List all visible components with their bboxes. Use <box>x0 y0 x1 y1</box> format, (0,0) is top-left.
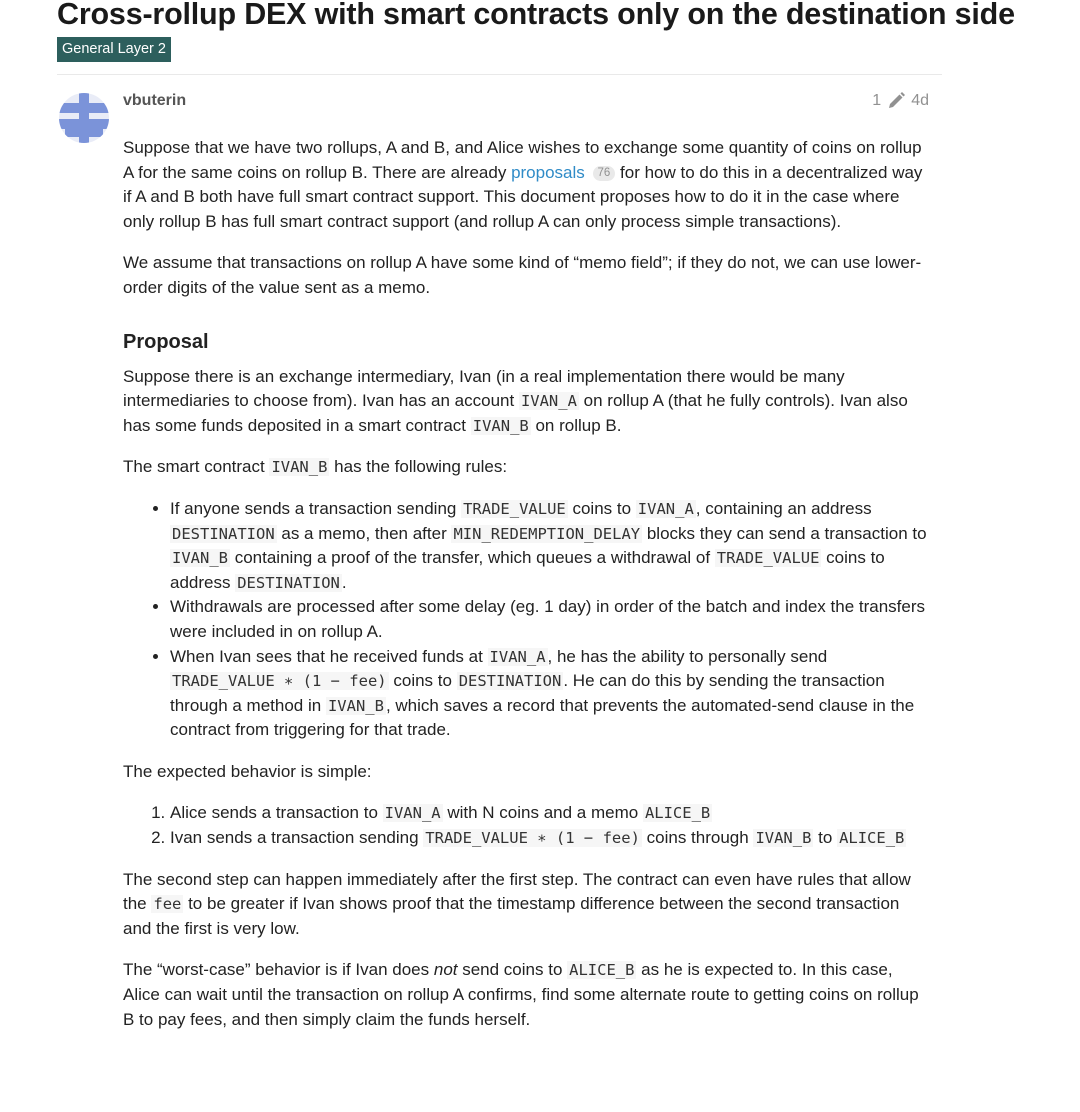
avatar-icon <box>59 93 109 143</box>
post-age[interactable]: 4d <box>911 92 929 109</box>
pencil-icon[interactable] <box>887 92 905 110</box>
post-body <box>123 136 931 1049</box>
list-item: • Withdrawals are processed after some delay (eg. 1 day) in order of the batch and index the transfers were included in on rollup A. <box>170 595 931 644</box>
link-click-count: 76 <box>593 166 616 181</box>
topic-title: Cross-rollup DEX with smart contracts only on the destination side <box>57 0 1015 31</box>
paragraph-intermediary: Suppose there is an exchange intermediary, Ivan (in a real implementation there would be many intermediaries to choose from). Ivan has an account IVAN_A on rollup A (that he fully controls). Ivan also has some funds deposited in a smart contract IVAN_B on rollup B. <box>123 366 908 435</box>
paragraph-intro: Suppose that we have two rollups, A and B, and Alice wishes to exchange some quantity of coins on rollup A for the same coins on rollup B. There are already proposals 76 for how to do this in a decentralized way if A and B both have full smart contract support. This document proposes how to do it in the case where only rollup B has full smart contract support (and rollup A can only process simple transactions). <box>123 138 923 231</box>
paragraph-memo: We assume that transactions on rollup A have some kind of “memo field”; if they do not, we can use lower-order digits of the value sent as a memo. <box>123 253 922 297</box>
list-item: 1. Alice sends a transaction to IVAN_A with N coins and a memo ALICE_B <box>170 801 931 826</box>
title-divider <box>57 74 942 75</box>
post-author[interactable]: vbuterin <box>123 92 187 109</box>
avatar[interactable] <box>59 93 109 143</box>
steps-list <box>123 801 931 850</box>
paragraph-rules-intro: The smart contract IVAN_B has the following rules: <box>123 457 508 477</box>
proposals-link[interactable]: proposals <box>511 162 585 182</box>
rules-list <box>123 497 931 743</box>
category-badge[interactable]: General Layer 2 <box>57 37 171 62</box>
list-item: 2. Ivan sends a transaction sending TRADE_VALUE ∗ (1 − fee) coins through IVAN_B to ALICE_B <box>170 826 931 851</box>
edit-count[interactable]: 1 <box>872 92 882 109</box>
paragraph-expected: The expected behavior is simple: <box>123 761 372 781</box>
paragraph-second-step: The second step can happen immediately after the first step. The contract can even have rules that allow the fee to be greater if Ivan shows proof that the timestamp difference between the second transaction and the first is very low. <box>123 869 911 938</box>
section-heading: Proposal <box>123 330 209 353</box>
paragraph-worst-case: The “worst-case” behavior is if Ivan does not send coins to ALICE_B as he is expected to. In this case, Alice can wait until the transaction on rollup A confirms, find some alternate route to getting coins on rollup B to pay fees, and then simply claim the funds herself. <box>123 960 919 1029</box>
list-item: • If anyone sends a transaction sending TRADE_VALUE coins to IVAN_A , containing an address DESTINATION as a memo, then after MIN_REDEMPTION_DELAY blocks they can send a transaction to IVAN_B containing a proof of the transfer, which queues a withdrawal of TRADE_VALUE coins to address DESTINATION . <box>170 497 931 595</box>
list-item: • When Ivan sees that he received funds at IVAN_A , he has the ability to personally send TRADE_VALUE ∗ (1 − fee) coins to DESTINATION . He can do this by sending the transaction through a method in IVAN_B , which saves a record that prevents the automated-send clause in the contract from triggering for that trade. <box>170 645 931 743</box>
post-meta <box>872 92 929 110</box>
